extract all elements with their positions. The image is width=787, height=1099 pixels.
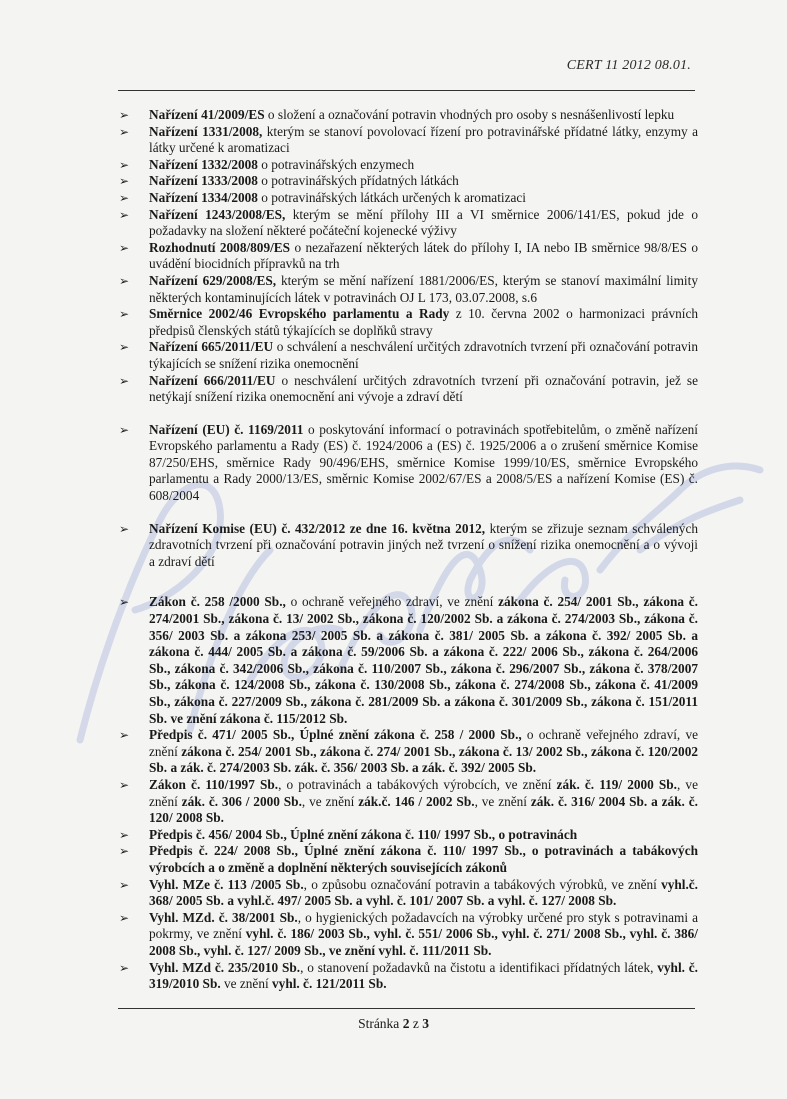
arrowhead-bullet-icon: ➢	[119, 174, 130, 189]
list-item: ➢ Zákon č. 110/1997 Sb., o potravinách a tabákových výrobcích, ve znění zák. č. 119/ 2000 Sb., ve znění zák. č. 306 / 2000 Sb., ve znění zák.č. 146 / 2002 Sb., ve znění zák. č. 316/ 2004 Sb. a zák. č. 120/ 2008 Sb.	[119, 776, 698, 826]
list-item: ➢ Nařízení (EU) č. 1169/2011 o poskytování informací o potravinách spotřebitelům, o změně nařízení Evropského parlamentu a Rady (ES) č. 1924/2006 a (ES) č. 1925/2006 a o zrušení směrnice Komise 87/250/EHS, směrnice Rady 90/496/EHS, směrnice Komise 1999/10/ES, směrnice Evropského parlamentu a Rady 2000/13/ES, směrnic Komise 2002/67/ES a 2008/5/ES a nařízení Komise (ES) č. 608/2004	[119, 421, 699, 504]
page-total: 3	[422, 1016, 429, 1031]
document-header: CERT 11 2012 08.01.	[566, 58, 691, 73]
arrowhead-bullet-icon: ➢	[119, 340, 130, 355]
arrowhead-bullet-icon: ➢	[119, 521, 130, 536]
arrowhead-bullet-icon: ➢	[119, 595, 130, 610]
page-number: 2	[402, 1016, 410, 1031]
list-item: ➢ Nařízení 665/2011/EU o schválení a neschválení určitých zdravotních tvrzení při označování potravin týkajících se snížení rizika onemocnění	[119, 339, 698, 371]
arrowhead-bullet-icon: ➢	[119, 827, 130, 842]
arrowhead-bullet-icon: ➢	[119, 108, 130, 122]
list-item: ➢ Nařízení Komise (EU) č. 432/2012 ze dne 16. května 2012, kterým se zřizuje seznam schválených zdravotních tvrzení při označování potravin jiných než tvrzení o snížení rizika onemocnění a o vývoji a zdraví dětí	[119, 520, 698, 569]
list-item: ➢ Předpis č. 456/ 2004 Sb., Úplné znění zákona č. 110/ 1997 Sb., o potravinách	[119, 826, 578, 842]
arrowhead-bullet-icon: ➢	[119, 373, 130, 388]
arrowhead-bullet-icon: ➢	[119, 910, 130, 925]
list-item: ➢ Nařízení 1331/2008, kterým se stanoví povolovací řízení pro potravinářské přídatné látky, enzymy a látky určené k aromatizaci	[119, 123, 698, 156]
arrowhead-bullet-icon: ➢	[119, 124, 130, 139]
arrowhead-bullet-icon: ➢	[119, 844, 130, 859]
list-item: ➢ Nařízení 1333/2008 o potravinářských přídatných látkách	[119, 173, 459, 189]
list-item: ➢ Nařízení 629/2008/ES, kterým se mění nařízení 1881/2006/ES, kterým se stanoví maximální limity některých kontaminujících látek v potravinách OJ L 173, 03.07.2008, s.6	[119, 272, 698, 305]
arrowhead-bullet-icon: ➢	[119, 422, 130, 437]
arrowhead-bullet-icon: ➢	[119, 307, 130, 322]
regulation-list	[118, 107, 698, 993]
footer-rule	[118, 1008, 695, 1009]
list-item: ➢ Nařízení 666/2011/EU o neschválení určitých zdravotních tvrzení při označování potravin, jež se netýkají snížení rizika onemocnění ani vývoje a zdraví dětí	[119, 372, 698, 405]
arrowhead-bullet-icon: ➢	[119, 157, 130, 172]
list-item: ➢ Nařízení 41/2009/ES o složení a označování potravin vhodných pro osoby s nesnášenlivostí lepku	[119, 107, 675, 122]
arrowhead-bullet-icon: ➢	[119, 877, 130, 892]
footer-mid: z	[409, 1016, 423, 1031]
footer-prefix: Stránka	[358, 1016, 403, 1031]
arrowhead-bullet-icon: ➢	[119, 190, 130, 205]
arrowhead-bullet-icon: ➢	[119, 777, 130, 792]
list-item: ➢ Nařízení 1243/2008/ES, kterým se mění přílohy III a VI směrnice 2006/141/ES, pokud jde o požadavky na složení některé počáteční kojenecké výživy	[119, 206, 698, 239]
list-item: ➢ Předpis č. 224/ 2008 Sb., Úplné znění zákona č. 110/ 1997 Sb., o potravinách a tabákových výrobcích a o změně a doplnění některých souvisejících zákonů	[119, 843, 698, 875]
list-item: ➢ Vyhl. MZe č. 113 /2005 Sb., o způsobu označování potravin a tabákových výrobků, ve znění vyhl.č. 368/ 2005 Sb. a vyhl.č. 497/ 2005 Sb. a vyhl. č. 101/ 2007 Sb. a vyhl. č. 127/ 2008 Sb.	[119, 876, 698, 909]
list-item: ➢ Rozhodnutí 2008/809/ES o nezařazení některých látek do přílohy I, IA nebo IB směrnice 98/8/ES o uvádění biocidních přípravků na trh	[119, 239, 698, 272]
list-item: ➢ Směrnice 2002/46 Evropského parlamentu a Rady z 10. června 2002 o harmonizaci právních předpisů členských států týkajících se doplňků stravy	[119, 306, 698, 338]
arrowhead-bullet-icon: ➢	[119, 207, 130, 222]
list-item: ➢ Nařízení 1332/2008 o potravinářských enzymech	[119, 156, 415, 172]
arrowhead-bullet-icon: ➢	[119, 728, 130, 743]
arrowhead-bullet-icon: ➢	[119, 240, 130, 255]
list-item: ➢ Vyhl. MZd č. 235/2010 Sb., o stanovení požadavků na čistotu a identifikaci přídatných látek, vyhl. č. 319/2010 Sb. ve znění vyhl. č. 121/2011 Sb.	[119, 959, 698, 992]
list-item: ➢ Zákon č. 258 /2000 Sb., o ochraně veřejného zdraví, ve znění zákona č. 254/ 2001 Sb., zákona č. 274/2001 Sb., zákona č. 13/ 2002 Sb., zákona č. 120/2002 Sb. a zákona č. 274/2003 Sb., zákona č. 356/ 2003 Sb. a zákona 253/ 2005 Sb. a zákona č. 381/ 2005 Sb. a zákona č. 392/ 2005 Sb. a zákona č. 444/ 2005 Sb. a zákona č. 59/2006 Sb. a zákona č. 222/ 2006 Sb., zákona č. 264/2006 Sb., zákona č. 342/2006 Sb., zákona č. 110/2007 Sb., zákona č. 296/2007 Sb., zákona č. 378/2007 Sb., zákona č. 124/2008 Sb., zákona č. 130/2008 Sb., zákona č. 274/2008 Sb., zákona č. 41/2009 Sb., zákona č. 227/2009 Sb., zákona č. 281/2009 Sb. a zákona č. 301/2009 Sb., zákona č. 151/2011 Sb. ve znění zákona č. 115/2012 Sb.	[119, 594, 698, 726]
page-footer	[0, 1016, 787, 1032]
arrowhead-bullet-icon: ➢	[119, 960, 130, 975]
header-rule	[118, 90, 695, 91]
list-item: ➢ Nařízení 1334/2008 o potravinářských látkách určených k aromatizaci	[119, 189, 526, 205]
arrowhead-bullet-icon: ➢	[119, 273, 130, 288]
list-item: ➢ Vyhl. MZd. č. 38/2001 Sb., o hygienických požadavcích na výrobky určené pro styk s potravinami a pokrmy, ve znění vyhl. č. 186/ 2003 Sb., vyhl. č. 551/ 2006 Sb., vyhl. č. 271/ 2008 Sb., vyhl. č. 386/ 2008 Sb., vyhl. č. 127/ 2009 Sb., ve znění vyhl. č. 111/2011 Sb.	[119, 909, 699, 958]
list-item: ➢ Předpis č. 471/ 2005 Sb., Úplné znění zákona č. 258 / 2000 Sb., o ochraně veřejného zdraví, ve znění zákona č. 254/ 2001 Sb., zákona č. 274/ 2001 Sb., zákona č. 13/ 2002 Sb., zákona č. 120/2002 Sb. a zák. č. 274/2003 Sb. zák. č. 356/ 2003 Sb. a zák. č. 392/ 2005 Sb.	[119, 727, 698, 776]
